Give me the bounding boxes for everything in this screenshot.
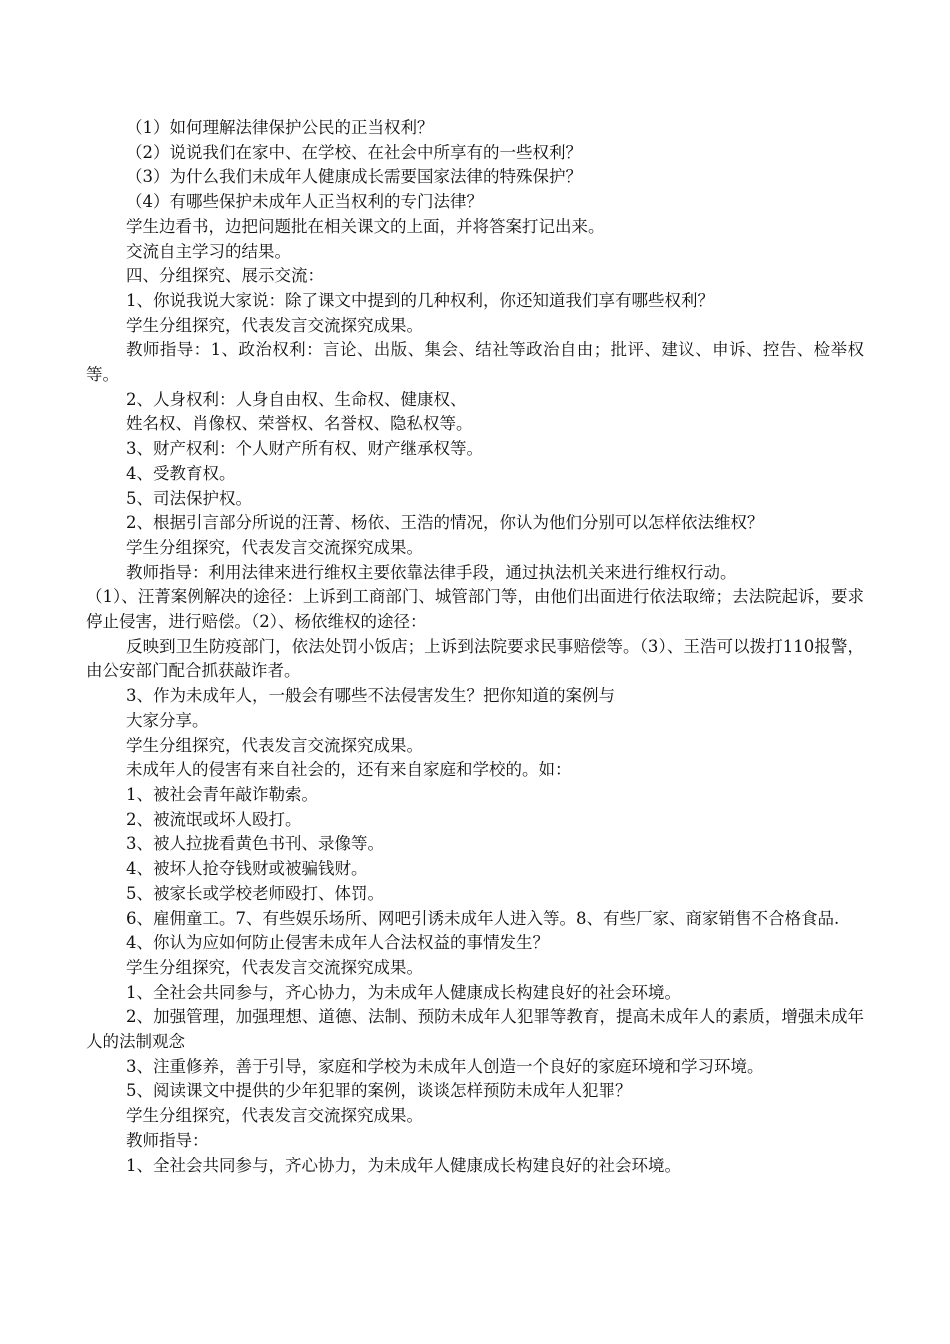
paragraph: 4、你认为应如何防止侵害未成年人合法权益的事情发生？ bbox=[126, 933, 549, 953]
question-3: （3）为什么我们未成年人健康成长需要国家法律的特殊保护？ bbox=[126, 167, 582, 187]
question-1: （1）如何理解法律保护公民的正当权利？ bbox=[126, 118, 434, 137]
list-item: 3、被人拉拢看黄色书刊、录像等。 bbox=[126, 834, 384, 854]
paragraph: 大家分享。 bbox=[126, 710, 209, 730]
list-item: 1、全社会共同参与，齐心协力，为未成年人健康成长构建良好的社会环境。 bbox=[126, 1155, 681, 1175]
question-2: （2）说说我们在家中、在学校、在社会中所享有的一些权利？ bbox=[126, 142, 582, 162]
paragraph: 2、根据引言部分所说的汪菁、杨依、王浩的情况，你认为他们分别可以怎样依法维权？ bbox=[126, 513, 764, 533]
paragraph: 教师指导： bbox=[126, 1130, 209, 1150]
paragraph: （1）、汪菁案例解决的途径：上诉到工商部门、城管部门等，由他们出面进行依法取缔；去法院起诉，要求停止侵害，进行赔偿。（2）、杨依维权的途径： bbox=[86, 587, 864, 632]
paragraph: 1、你说我说大家说：除了课文中提到的几种权利，你还知道我们享有哪些权利？ bbox=[126, 290, 714, 310]
paragraph: 5、司法保护权。 bbox=[126, 488, 252, 508]
question-4: （4）有哪些保护未成年人正当权利的专门法律？ bbox=[126, 192, 483, 212]
paragraph: 姓名权、肖像权、荣誉权、名誉权、隐私权等。 bbox=[126, 414, 473, 434]
list-item: 3、注重修养，善于引导，家庭和学校为未成年人创造一个良好的家庭环境和学习环境。 bbox=[126, 1056, 764, 1076]
section-heading: 四、分组探究、展示交流： bbox=[126, 266, 324, 286]
list-item: 2、被流氓或坏人殴打。 bbox=[126, 809, 302, 829]
list-item: 1、全社会共同参与，齐心协力，为未成年人健康成长构建良好的社会环境。 bbox=[126, 982, 681, 1002]
paragraph: 学生分组探究，代表发言交流探究成果。 bbox=[126, 735, 423, 755]
paragraph: 交流自主学习的结果。 bbox=[126, 241, 291, 261]
paragraph: 学生分组探究，代表发言交流探究成果。 bbox=[126, 537, 423, 557]
list-item: 5、被家长或学校老师殴打、体罚。 bbox=[126, 883, 384, 903]
paragraph: 学生边看书，边把问题批在相关课文的上面，并将答案打记出来。 bbox=[126, 216, 605, 236]
list-item: 1、被社会青年敲诈勒索。 bbox=[126, 784, 318, 804]
list-item: 2、加强管理，加强理想、道德、法制、预防未成年人犯罪等教育，提高未成年人的素质，增强未成年人的法制观念 bbox=[86, 1007, 864, 1052]
paragraph: 未成年人的侵害有来自社会的，还有来自家庭和学校的。如： bbox=[126, 760, 572, 780]
paragraph: 教师指导：利用法律来进行维权主要依靠法律手段，通过执法机关来进行维权行动。 bbox=[126, 562, 737, 582]
list-item: 4、被坏人抢夺钱财或被骗钱财。 bbox=[126, 859, 368, 879]
paragraph: 4、受教育权。 bbox=[126, 463, 236, 483]
document-page bbox=[86, 116, 864, 1178]
paragraph: 3、财产权利：个人财产所有权、财产继承权等。 bbox=[126, 439, 483, 459]
paragraph: 学生分组探究，代表发言交流探究成果。 bbox=[126, 957, 423, 977]
paragraph: 5、阅读课文中提供的少年犯罪的案例，谈谈怎样预防未成年人犯罪？ bbox=[126, 1081, 632, 1101]
paragraph: 3、作为未成年人，一般会有哪些不法侵害发生？把你知道的案例与 bbox=[126, 686, 615, 706]
paragraph: 2、人身权利：人身自由权、生命权、健康权、 bbox=[126, 389, 467, 409]
paragraph: 反映到卫生防疫部门，依法处罚小饭店；上诉到法院要求民事赔偿等。（3）、王浩可以拨打110报警，由公安部门配合抓获敲诈者。 bbox=[86, 636, 864, 681]
paragraph: 学生分组探究，代表发言交流探究成果。 bbox=[126, 315, 423, 335]
paragraph: 学生分组探究，代表发言交流探究成果。 bbox=[126, 1106, 423, 1126]
list-item: 6、雇佣童工。7、有些娱乐场所、网吧引诱未成年人进入等。8、有些厂家、商家销售不合格食品. bbox=[126, 908, 840, 928]
paragraph: 教师指导：1、政治权利：言论、出版、集会、结社等政治自由；批评、建议、申诉、控告、检举权等。 bbox=[86, 340, 864, 385]
